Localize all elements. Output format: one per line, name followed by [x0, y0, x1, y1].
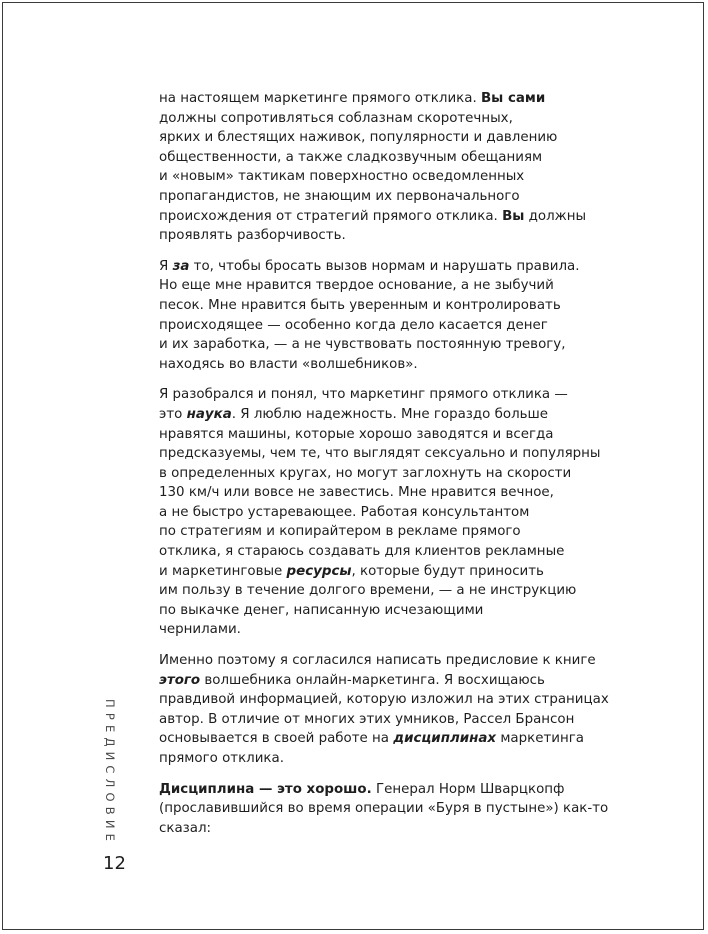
- text-line: [159, 542, 607, 562]
- text-run: , которые будут приносить: [351, 563, 544, 579]
- text-line: [159, 729, 607, 749]
- text-line: [159, 355, 607, 375]
- page-number: 12: [103, 853, 126, 874]
- bold-text: Вы: [502, 208, 525, 224]
- text-line: [159, 749, 607, 769]
- text-run: Я: [159, 258, 173, 274]
- text-line: [159, 780, 607, 800]
- text-line: [159, 187, 607, 207]
- text-run: правдивой информацией, которую изложил на этих страницах: [159, 692, 609, 708]
- text-run: общественности, а также сладкозвучным обещаниям: [159, 149, 543, 165]
- text-run: должны: [524, 208, 587, 224]
- paragraph: [159, 89, 607, 246]
- text-run: чернилами.: [159, 622, 241, 638]
- text-line: [159, 671, 607, 691]
- text-run: происхождения от стратегий прямого отклика.: [159, 208, 503, 224]
- emphasis-text: дисциплинах: [393, 731, 497, 747]
- paragraph: [159, 780, 607, 839]
- text-run: находясь во власти «волшебников».: [159, 356, 418, 372]
- text-run: отклика, я стараюсь создавать для клиентов рекламные: [159, 544, 565, 560]
- text-line: [159, 405, 607, 425]
- text-line: [159, 819, 607, 839]
- text-run: на настоящем маркетинге прямого отклика.: [159, 91, 481, 106]
- text-run: . Я люблю надежность. Мне гораздо больше: [231, 406, 549, 422]
- text-run: это: [159, 406, 187, 422]
- text-line: [159, 522, 607, 542]
- text-line: [159, 581, 607, 601]
- paragraph: [159, 257, 607, 375]
- text-run: по стратегиям и копирайтером в рекламе прямого: [159, 524, 521, 540]
- text-run: сказал:: [159, 820, 212, 836]
- text-run: 130 км/ч или вовсе не завестись. Мне нравится вечное,: [159, 485, 554, 501]
- text-run: по выкачке денег, написанную исчезающими: [159, 602, 484, 618]
- text-line: [159, 167, 607, 187]
- text-line: [159, 276, 607, 296]
- book-page: [2, 2, 704, 930]
- text-run: пропагандистов, не знающим их первоначального: [159, 188, 520, 204]
- text-line: [159, 207, 607, 227]
- text-run: то, чтобы бросать вызов нормам и нарушать правила.: [189, 258, 580, 274]
- emphasis-text: этого: [159, 672, 201, 688]
- text-line: [159, 690, 607, 710]
- text-run: Я разобрался и понял, что маркетинг прямого отклика —: [159, 387, 568, 403]
- text-line: [159, 316, 607, 336]
- text-line: [159, 620, 607, 640]
- text-line: [159, 651, 607, 671]
- text-run: а не быстро устаревающее. Работая консультантом: [159, 504, 530, 520]
- text-line: [159, 601, 607, 621]
- bold-text: Дисциплина — это хорошо.: [159, 781, 372, 797]
- text-run: песок. Мне нравится быть уверенным и контролировать: [159, 297, 561, 313]
- paragraph: [159, 651, 607, 769]
- text-line: [159, 425, 607, 445]
- text-line: [159, 226, 607, 246]
- text-run: и маркетинговые: [159, 563, 287, 579]
- text-line: [159, 464, 607, 484]
- text-run: основывается в своей работе на: [159, 731, 394, 747]
- text-line: [159, 444, 607, 464]
- text-run: происходящее — особенно когда дело касается денег: [159, 317, 548, 333]
- text-run: проявлять разборчивость.: [159, 228, 346, 244]
- text-run: Именно поэтому я согласился написать предисловие к книге: [159, 653, 596, 669]
- text-line: [159, 109, 607, 129]
- text-line: [159, 89, 607, 109]
- text-run: в определенных кругах, но могут заглохнуть на скорости: [159, 465, 572, 481]
- emphasis-text: ресурсы: [286, 563, 352, 579]
- text-run: и «новым» тактикам поверхностно осведомленных: [159, 169, 525, 185]
- text-line: [159, 799, 607, 819]
- text-line: [159, 148, 607, 168]
- text-line: [159, 483, 607, 503]
- text-line: [159, 296, 607, 316]
- text-run: нравятся машины, которые хорошо заводятся и всегда: [159, 426, 554, 442]
- text-line: [159, 562, 607, 582]
- emphasis-text: наука: [186, 406, 232, 422]
- text-run: волшебника онлайн-маркетинга. Я восхищаюсь: [200, 672, 545, 688]
- text-line: [159, 710, 607, 730]
- text-run: автор. В отличие от многих этих умников, Рассел Брансон: [159, 711, 575, 727]
- text-run: предсказуемы, чем те, что выглядят сексуально и популярны: [159, 446, 601, 462]
- text-run: маркетинга: [496, 731, 584, 747]
- text-run: ярких и блестящих наживок, популярности и давлению: [159, 130, 558, 146]
- body-text: [159, 89, 607, 849]
- text-run: Но еще мне нравится твердое основание, а не зыбучий: [159, 278, 554, 294]
- text-run: должны сопротивляться соблазнам скоротечных,: [159, 110, 513, 126]
- running-head: ПРЕДИСЛОВИЕ: [103, 699, 117, 847]
- emphasis-text: за: [172, 258, 190, 274]
- text-line: [159, 335, 607, 355]
- text-run: (прославившийся во время операции «Буря в пустыне») как-то: [159, 801, 609, 817]
- text-line: [159, 257, 607, 277]
- text-line: [159, 503, 607, 523]
- text-run: Генерал Норм Шварцкопф: [371, 781, 565, 797]
- text-run: им пользу в течение долгого времени, — а не инструкцию: [159, 583, 577, 599]
- bold-text: Вы сами: [480, 91, 546, 106]
- text-run: и их заработка, — а не чувствовать постоянную тревогу,: [159, 337, 566, 353]
- text-run: прямого отклика.: [159, 751, 284, 766]
- text-line: [159, 385, 607, 405]
- text-line: [159, 128, 607, 148]
- paragraph: [159, 385, 607, 640]
